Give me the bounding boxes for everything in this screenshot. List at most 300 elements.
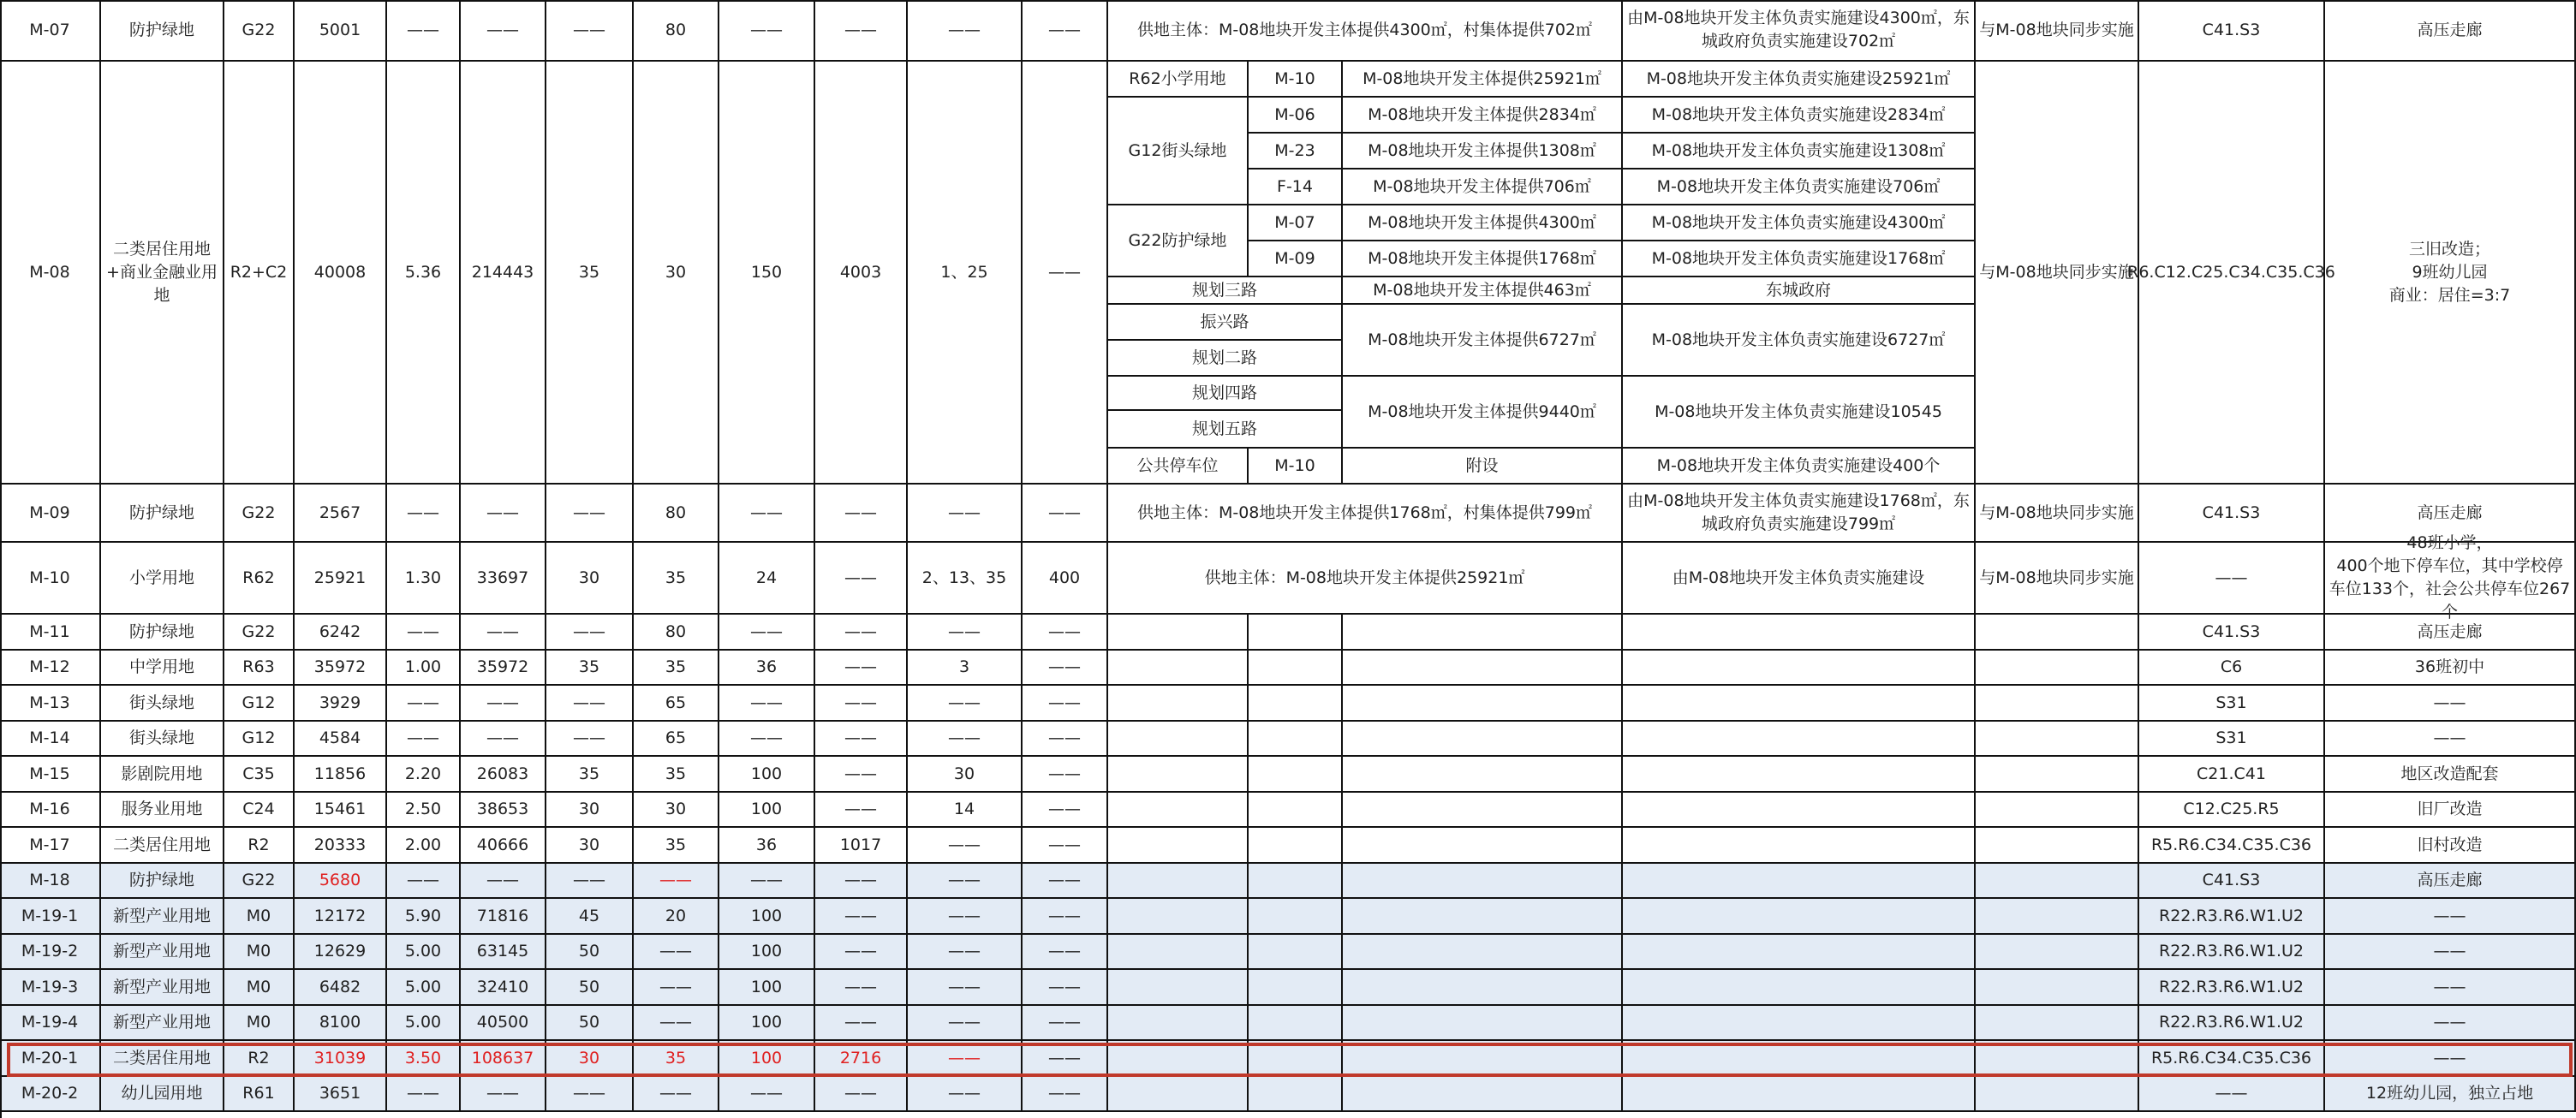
row-m-16-green: 30 (634, 793, 719, 828)
row-m-12-facility: 3 (908, 651, 1023, 686)
m08-parking-build: M-08地块开发主体负责实施建设400个 (1623, 449, 1976, 485)
row-m-12-empty-12 (1108, 651, 1249, 686)
row-m-18-name: 防护绿地 (101, 864, 224, 899)
row-m-20-2-empty-15 (1623, 1077, 1976, 1112)
row-m-15-green: 35 (634, 757, 719, 793)
row-m-19-3-empty-16 (1976, 970, 2139, 1006)
m08-road-provide-1: M-08地块开发主体提供6727㎡ (1343, 305, 1623, 377)
row-m-17-height: 30 (546, 828, 634, 864)
row-m10-green: 35 (634, 543, 719, 615)
row-m-16-parking: —— (1023, 793, 1108, 828)
row-m-13-empty-16 (1976, 686, 2139, 722)
row-m-16-height: 30 (546, 793, 634, 828)
row-m-16-empty-16 (1976, 793, 2139, 828)
row-m10-code: R62 (224, 543, 295, 615)
row-m-19-2-area: 12629 (295, 935, 387, 970)
m08-sub-build-0: M-08地块开发主体负责实施建设25921㎡ (1623, 62, 1976, 98)
row-m-19-3-green: —— (634, 970, 719, 1006)
row-m-19-4-area: 8100 (295, 1006, 387, 1041)
row-m-15-compat: C21.C41 (2139, 757, 2325, 793)
row-m10-bldg: 33697 (461, 543, 546, 615)
row-m-20-2-parking: —— (1023, 1077, 1108, 1112)
m08-road-build-0: 东城政府 (1623, 277, 1976, 305)
row-m07-build: 由M-08地块开发主体负责实施建设4300㎡，东城政府负责实施建设702㎡ (1623, 0, 1976, 62)
row-m-19-2-units: —— (815, 935, 908, 970)
row-m-18-green: —— (634, 864, 719, 899)
m08-parking-cat: 公共停车位 (1108, 449, 1249, 485)
m08-sub-build-5: M-08地块开发主体负责实施建设1768㎡ (1623, 241, 1976, 277)
row-m07-compat: C41.S3 (2139, 0, 2325, 62)
table-left-border (0, 0, 2, 1118)
table-top-border (0, 0, 2576, 2)
m08-road-name-2: 规划二路 (1108, 341, 1343, 377)
m08-sub-provide-5: M-08地块开发主体提供1768㎡ (1343, 241, 1623, 277)
row-m-19-3-empty-15 (1623, 970, 1976, 1006)
row-m-13-height: —— (546, 686, 634, 722)
row-m-20-1-empty-15 (1623, 1041, 1976, 1077)
row-m-14-far: —— (387, 722, 461, 757)
row-m-11-facility: —— (908, 615, 1023, 651)
row-m-16-id: M-16 (0, 793, 101, 828)
row-m-19-1-name: 新型产业用地 (101, 899, 224, 935)
row-m-14-id: M-14 (0, 722, 101, 757)
row-m-11-area: 6242 (295, 615, 387, 651)
row-m-19-1-empty-16 (1976, 899, 2139, 935)
row-m-12-bldg: 35972 (461, 651, 546, 686)
row-m-16-code: C24 (224, 793, 295, 828)
row-m-13-units: —— (815, 686, 908, 722)
row-m-19-4-far: 5.00 (387, 1006, 461, 1041)
m08-road-provide-0: M-08地块开发主体提供463㎡ (1343, 277, 1623, 305)
m08-sub-build-1: M-08地块开发主体负责实施建设2834㎡ (1623, 98, 1976, 134)
row-m-12-empty-13 (1249, 651, 1343, 686)
m08-road-build-3: M-08地块开发主体负责实施建设10545 (1623, 377, 1976, 449)
row-m10-build: 由M-08地块开发主体负责实施建设 (1623, 543, 1976, 615)
row-m-11-parking: —— (1023, 615, 1108, 651)
row-m-20-1-green: 35 (634, 1041, 719, 1077)
row-m-17-code: R2 (224, 828, 295, 864)
row-m-16-area: 15461 (295, 793, 387, 828)
row-m-11-empty-13 (1249, 615, 1343, 651)
row-m09-parking: —— (1023, 485, 1108, 543)
row-m-18-bldg: —— (461, 864, 546, 899)
row-m-15-empty-13 (1249, 757, 1343, 793)
row-m-14-units: —— (815, 722, 908, 757)
row-m-18-empty-16 (1976, 864, 2139, 899)
row-m-11-height: —— (546, 615, 634, 651)
row-m-20-2-area: 3651 (295, 1077, 387, 1112)
row-m-19-1-area: 12172 (295, 899, 387, 935)
row-m-19-4-name: 新型产业用地 (101, 1006, 224, 1041)
row-m10-height: 30 (546, 543, 634, 615)
m08-sub-plot-5: M-09 (1249, 241, 1343, 277)
row-m-20-1-code: R2 (224, 1041, 295, 1077)
row-m09-code: G22 (224, 485, 295, 543)
m08-sub-provide-4: M-08地块开发主体提供4300㎡ (1343, 205, 1623, 241)
row-m-19-2-empty-16 (1976, 935, 2139, 970)
row-m-11-green: 80 (634, 615, 719, 651)
row-m-12-height: 35 (546, 651, 634, 686)
m08-sub-plot-1: M-06 (1249, 98, 1343, 134)
row-m-12-empty-16 (1976, 651, 2139, 686)
row-m-20-1-remark: —— (2325, 1041, 2576, 1077)
row-m-13-empty-13 (1249, 686, 1343, 722)
row-m08-area: 40008 (295, 62, 387, 485)
row-m-12-code: R63 (224, 651, 295, 686)
row-m-20-1-name: 二类居住用地 (101, 1041, 224, 1077)
row-m-16-far: 2.50 (387, 793, 461, 828)
row-m-20-2-units: —— (815, 1077, 908, 1112)
row-m-15-code: C35 (224, 757, 295, 793)
row-m-19-1-density: 100 (719, 899, 815, 935)
row-m-19-4-units: —— (815, 1006, 908, 1041)
m08-road-name-4: 规划五路 (1108, 411, 1343, 449)
row-m-17-empty-15 (1623, 828, 1976, 864)
row-m08-remark: 三旧改造； 9班幼儿园 商业：居住=3:7 (2325, 62, 2576, 485)
row-m-15-empty-12 (1108, 757, 1249, 793)
row-m-11-remark: 高压走廊 (2325, 615, 2576, 651)
row-m-19-4-height: 50 (546, 1006, 634, 1041)
row-m-15-id: M-15 (0, 757, 101, 793)
row-m-16-empty-12 (1108, 793, 1249, 828)
m08-road-provide-3: M-08地块开发主体提供9440㎡ (1343, 377, 1623, 449)
row-m-19-4-bldg: 40500 (461, 1006, 546, 1041)
row-m-17-green: 35 (634, 828, 719, 864)
row-m-18-far: —— (387, 864, 461, 899)
row-m10-facility: 2、13、35 (908, 543, 1023, 615)
row-m-19-1-green: 20 (634, 899, 719, 935)
m08-sub-cat-r62: R62小学用地 (1108, 62, 1249, 98)
row-m-18-code: G22 (224, 864, 295, 899)
row-m-20-2-id: M-20-2 (0, 1077, 101, 1112)
row-m-13-density: —— (719, 686, 815, 722)
row-m09-units: —— (815, 485, 908, 543)
row-m-16-remark: 旧厂改造 (2325, 793, 2576, 828)
row-m-20-1-empty-12 (1108, 1041, 1249, 1077)
row-m-19-1-code: M0 (224, 899, 295, 935)
row-m-16-empty-14 (1343, 793, 1623, 828)
row-m-17-id: M-17 (0, 828, 101, 864)
row-m07-supply: 供地主体：M-08地块开发主体提供4300㎡，村集体提供702㎡ (1108, 0, 1623, 62)
row-m-14-green: 65 (634, 722, 719, 757)
m08-sub-provide-2: M-08地块开发主体提供1308㎡ (1343, 134, 1623, 169)
row-m09-facility: —— (908, 485, 1023, 543)
row-m-12-density: 36 (719, 651, 815, 686)
row-m-11-density: —— (719, 615, 815, 651)
row-m-18-area: 5680 (295, 864, 387, 899)
m08-sub-plot-4: M-07 (1249, 205, 1343, 241)
row-m-19-2-code: M0 (224, 935, 295, 970)
row-m-19-3-parking: —— (1023, 970, 1108, 1006)
m08-sub-build-2: M-08地块开发主体负责实施建设1308㎡ (1623, 134, 1976, 169)
row-m-15-empty-14 (1343, 757, 1623, 793)
row-m-19-2-bldg: 63145 (461, 935, 546, 970)
row-m-19-1-far: 5.90 (387, 899, 461, 935)
m08-road-name-1: 振兴路 (1108, 305, 1343, 341)
row-m-15-name: 影剧院用地 (101, 757, 224, 793)
row-m-17-bldg: 40666 (461, 828, 546, 864)
row-m-20-1-density: 100 (719, 1041, 815, 1077)
row-m-11-compat: C41.S3 (2139, 615, 2325, 651)
m08-sub-build-3: M-08地块开发主体负责实施建设706㎡ (1623, 169, 1976, 205)
row-m07-units: —— (815, 0, 908, 62)
row-m-11-code: G22 (224, 615, 295, 651)
row-m-20-1-empty-13 (1249, 1041, 1343, 1077)
row-m-15-parking: —— (1023, 757, 1108, 793)
row-m-14-empty-12 (1108, 722, 1249, 757)
row-m09-area: 2567 (295, 485, 387, 543)
row-m-18-empty-14 (1343, 864, 1623, 899)
row-m-20-2-name: 幼儿园用地 (101, 1077, 224, 1112)
row-m-19-3-id: M-19-3 (0, 970, 101, 1006)
row-m-19-2-name: 新型产业用地 (101, 935, 224, 970)
row-m07-facility: —— (908, 0, 1023, 62)
row-m-17-area: 20333 (295, 828, 387, 864)
row-m07-far: —— (387, 0, 461, 62)
row-m07-density: —— (719, 0, 815, 62)
row-m-18-empty-12 (1108, 864, 1249, 899)
row-m08-code: R2+C2 (224, 62, 295, 485)
row-m08-units: 4003 (815, 62, 908, 485)
row-m-13-bldg: —— (461, 686, 546, 722)
row-m-12-green: 35 (634, 651, 719, 686)
row-m-11-name: 防护绿地 (101, 615, 224, 651)
row-m-19-4-empty-13 (1249, 1006, 1343, 1041)
row-m08-parking: —— (1023, 62, 1108, 485)
row-m-19-3-bldg: 32410 (461, 970, 546, 1006)
row-m08-facility: 1、25 (908, 62, 1023, 485)
row-m-17-empty-16 (1976, 828, 2139, 864)
m08-sub-provide-1: M-08地块开发主体提供2834㎡ (1343, 98, 1623, 134)
row-m07-area: 5001 (295, 0, 387, 62)
row-m-15-empty-16 (1976, 757, 2139, 793)
m08-sub-provide-3: M-08地块开发主体提供706㎡ (1343, 169, 1623, 205)
row-m-19-2-id: M-19-2 (0, 935, 101, 970)
row-m-13-facility: —— (908, 686, 1023, 722)
row-m-19-1-units: —— (815, 899, 908, 935)
row-m-12-units: —— (815, 651, 908, 686)
row-m-19-4-facility: —— (908, 1006, 1023, 1041)
row-m-19-2-height: 50 (546, 935, 634, 970)
row-m-13-area: 3929 (295, 686, 387, 722)
row-m10-far: 1.30 (387, 543, 461, 615)
row-m-13-far: —— (387, 686, 461, 722)
row-m-17-remark: 旧村改造 (2325, 828, 2576, 864)
row-m-18-density: —— (719, 864, 815, 899)
row-m-14-compat: S31 (2139, 722, 2325, 757)
row-m-19-3-name: 新型产业用地 (101, 970, 224, 1006)
row-m-12-id: M-12 (0, 651, 101, 686)
row-m-20-1-area: 31039 (295, 1041, 387, 1077)
row-m-19-3-area: 6482 (295, 970, 387, 1006)
row-m-19-4-id: M-19-4 (0, 1006, 101, 1041)
row-m-16-density: 100 (719, 793, 815, 828)
row-m-13-code: G12 (224, 686, 295, 722)
m08-sub-provide-0: M-08地块开发主体提供25921㎡ (1343, 62, 1623, 98)
row-m09-far: —— (387, 485, 461, 543)
row-m-18-units: —— (815, 864, 908, 899)
row-m-13-id: M-13 (0, 686, 101, 722)
row-m-14-empty-13 (1249, 722, 1343, 757)
row-m-19-3-compat: R22.R3.R6.W1.U2 (2139, 970, 2325, 1006)
row-m07-name: 防护绿地 (101, 0, 224, 62)
row-m-20-2-code: R61 (224, 1077, 295, 1112)
row-m-14-parking: —— (1023, 722, 1108, 757)
row-m-19-2-density: 100 (719, 935, 815, 970)
m08-sub-plot-3: F-14 (1249, 169, 1343, 205)
row-m-17-empty-12 (1108, 828, 1249, 864)
m08-parking-provide: 附设 (1343, 449, 1623, 485)
m08-road-name-0: 规划三路 (1108, 277, 1343, 305)
row-m-19-3-remark: —— (2325, 970, 2576, 1006)
row-m-17-name: 二类居住用地 (101, 828, 224, 864)
row-m-17-units: 1017 (815, 828, 908, 864)
row-m-11-empty-12 (1108, 615, 1249, 651)
row-m-19-3-empty-12 (1108, 970, 1249, 1006)
row-m-17-far: 2.00 (387, 828, 461, 864)
row-m08-far: 5.36 (387, 62, 461, 485)
row-m-20-1-facility: —— (908, 1041, 1023, 1077)
row-m-20-2-green: —— (634, 1077, 719, 1112)
row-m-14-remark: —— (2325, 722, 2576, 757)
row-m-14-bldg: —— (461, 722, 546, 757)
row-m09-id: M-09 (0, 485, 101, 543)
row-m-20-2-empty-12 (1108, 1077, 1249, 1112)
row-m09-bldg: —— (461, 485, 546, 543)
row-m-19-2-far: 5.00 (387, 935, 461, 970)
row-m09-timing: 与M-08地块同步实施 (1976, 485, 2139, 543)
row-m-14-empty-14 (1343, 722, 1623, 757)
row-m-20-1-parking: —— (1023, 1041, 1108, 1077)
row-m-12-empty-14 (1343, 651, 1623, 686)
row-m09-density: —— (719, 485, 815, 543)
row-m-19-1-parking: —— (1023, 899, 1108, 935)
row-m-15-facility: 30 (908, 757, 1023, 793)
row-m-11-id: M-11 (0, 615, 101, 651)
m08-sub-build-4: M-08地块开发主体负责实施建设4300㎡ (1623, 205, 1976, 241)
row-m-20-1-id: M-20-1 (0, 1041, 101, 1077)
row-m09-build: 由M-08地块开发主体负责实施建设1768㎡，东城政府负责实施建设799㎡ (1623, 485, 1976, 543)
row-m07-id: M-07 (0, 0, 101, 62)
row-m-20-1-height: 30 (546, 1041, 634, 1077)
row-m10-id: M-10 (0, 543, 101, 615)
row-m10-units: —— (815, 543, 908, 615)
row-m-18-remark: 高压走廊 (2325, 864, 2576, 899)
row-m10-density: 24 (719, 543, 815, 615)
row-m-19-3-empty-14 (1343, 970, 1623, 1006)
row-m-19-2-green: —— (634, 935, 719, 970)
row-m-19-1-empty-14 (1343, 899, 1623, 935)
row-m-11-empty-15 (1623, 615, 1976, 651)
row-m-20-2-density: —— (719, 1077, 815, 1112)
row-m10-timing: 与M-08地块同步实施 (1976, 543, 2139, 615)
row-m10-compat: —— (2139, 543, 2325, 615)
row-m-19-3-code: M0 (224, 970, 295, 1006)
row-m-14-facility: —— (908, 722, 1023, 757)
row-m-16-empty-13 (1249, 793, 1343, 828)
row-m-20-2-empty-16 (1976, 1077, 2139, 1112)
row-m-19-1-id: M-19-1 (0, 899, 101, 935)
row-m07-height: —— (546, 0, 634, 62)
m08-parking-plot: M-10 (1249, 449, 1343, 485)
row-m08-height: 35 (546, 62, 634, 485)
m08-sub-plot-2: M-23 (1249, 134, 1343, 169)
m08-road-build-1: M-08地块开发主体负责实施建设6727㎡ (1623, 305, 1976, 377)
row-m-13-parking: —— (1023, 686, 1108, 722)
row-m-15-density: 100 (719, 757, 815, 793)
row-m-13-empty-12 (1108, 686, 1249, 722)
row-m-14-density: —— (719, 722, 815, 757)
row-m-19-4-density: 100 (719, 1006, 815, 1041)
row-m-13-empty-15 (1623, 686, 1976, 722)
row-m-19-4-parking: —— (1023, 1006, 1108, 1041)
row-m-19-1-facility: —— (908, 899, 1023, 935)
row-m-19-2-facility: —— (908, 935, 1023, 970)
row-m-11-far: —— (387, 615, 461, 651)
row-m07-green: 80 (634, 0, 719, 62)
row-m-12-area: 35972 (295, 651, 387, 686)
row-m09-name: 防护绿地 (101, 485, 224, 543)
row-m-19-3-empty-13 (1249, 970, 1343, 1006)
row-m-20-1-compat: R5.R6.C34.C35.C36 (2139, 1041, 2325, 1077)
row-m-15-units: —— (815, 757, 908, 793)
row-m-16-units: —— (815, 793, 908, 828)
row-m-20-2-remark: 12班幼儿园，独立占地 (2325, 1077, 2576, 1112)
row-m-18-parking: —— (1023, 864, 1108, 899)
row-m-17-empty-14 (1343, 828, 1623, 864)
row-m-13-compat: S31 (2139, 686, 2325, 722)
row-m-17-facility: —— (908, 828, 1023, 864)
row-m-17-empty-13 (1249, 828, 1343, 864)
row-m08-timing: 与M-08地块同步实施 (1976, 62, 2139, 485)
row-m-17-parking: —— (1023, 828, 1108, 864)
row-m-19-4-compat: R22.R3.R6.W1.U2 (2139, 1006, 2325, 1041)
row-m-19-1-empty-12 (1108, 899, 1249, 935)
row-m-11-empty-14 (1343, 615, 1623, 651)
row-m-20-1-units: 2716 (815, 1041, 908, 1077)
row-m-20-2-empty-13 (1249, 1077, 1343, 1112)
row-m09-supply: 供地主体：M-08地块开发主体提供1768㎡，村集体提供799㎡ (1108, 485, 1623, 543)
row-m-19-3-density: 100 (719, 970, 815, 1006)
row-m08-compat: R6.C12.C25.C34.C35.C36 (2139, 62, 2325, 485)
row-m10-name: 小学用地 (101, 543, 224, 615)
row-m-19-2-empty-13 (1249, 935, 1343, 970)
row-m-12-empty-15 (1623, 651, 1976, 686)
row-m07-bldg: —— (461, 0, 546, 62)
row-m-20-2-far: —— (387, 1077, 461, 1112)
row-m-19-4-remark: —— (2325, 1006, 2576, 1041)
row-m-19-4-empty-14 (1343, 1006, 1623, 1041)
row-m-15-far: 2.20 (387, 757, 461, 793)
row-m-16-name: 服务业用地 (101, 793, 224, 828)
row-m-13-empty-14 (1343, 686, 1623, 722)
row-m08-green: 30 (634, 62, 719, 485)
row-m08-density: 150 (719, 62, 815, 485)
row-m-14-code: G12 (224, 722, 295, 757)
row-m-19-4-code: M0 (224, 1006, 295, 1041)
row-m10-area: 25921 (295, 543, 387, 615)
row-m-20-1-empty-14 (1343, 1041, 1623, 1077)
row-m-19-2-empty-15 (1623, 935, 1976, 970)
row-m-13-name: 街头绿地 (101, 686, 224, 722)
row-m-15-height: 35 (546, 757, 634, 793)
row-m09-remark: 高压走廊 (2325, 485, 2576, 543)
row-m09-green: 80 (634, 485, 719, 543)
row-m10-remark: 48班小学， 400个地下停车位，其中学校停车位133个，社会公共停车位267个 (2325, 543, 2576, 615)
row-m-12-compat: C6 (2139, 651, 2325, 686)
row-m-18-empty-13 (1249, 864, 1343, 899)
row-m-19-3-height: 50 (546, 970, 634, 1006)
